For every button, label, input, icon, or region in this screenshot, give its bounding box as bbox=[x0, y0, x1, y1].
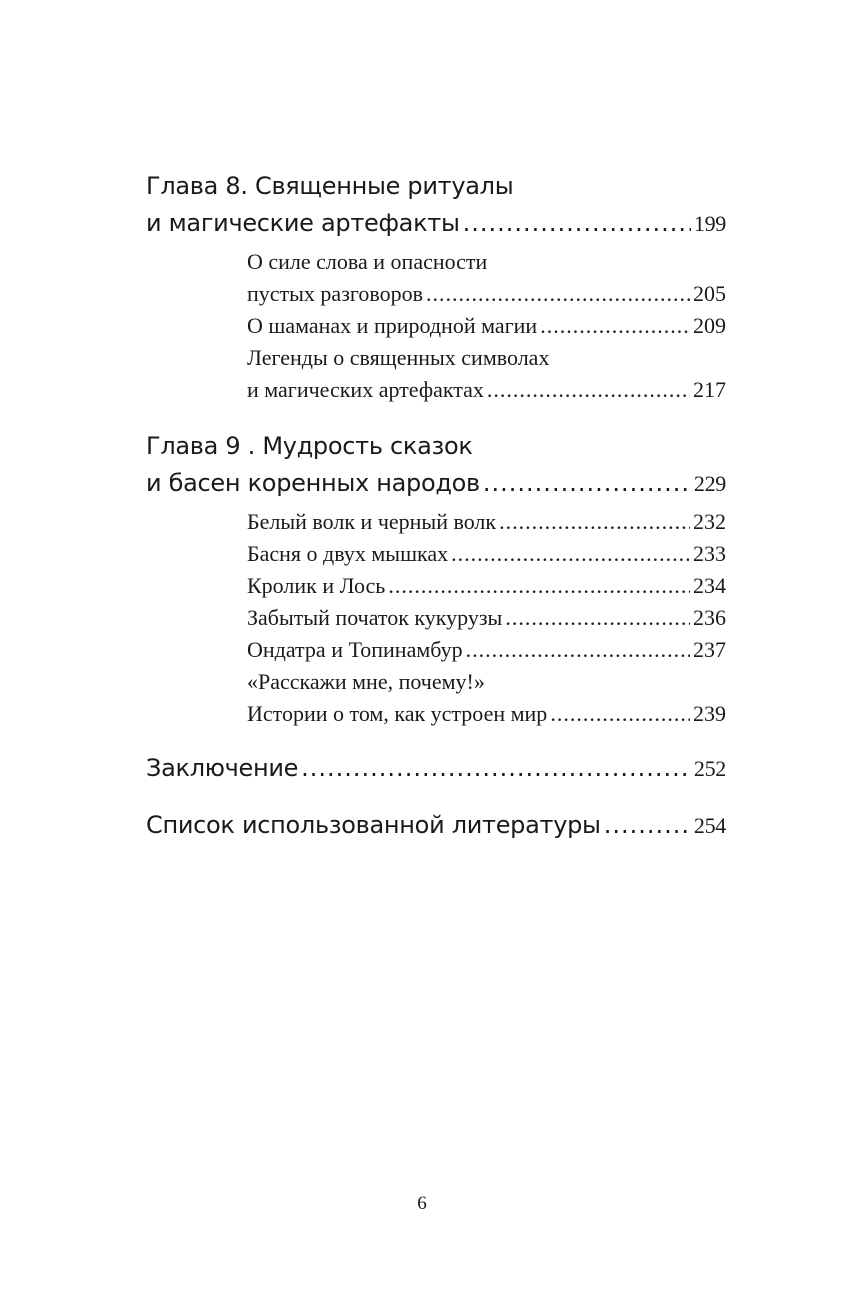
section-entry[interactable] bbox=[247, 602, 726, 634]
chapter-9-entry[interactable] bbox=[146, 465, 726, 502]
dot-leader bbox=[301, 750, 691, 787]
section-title: пустых разговоров bbox=[247, 281, 423, 306]
bibliography-page: 254 bbox=[693, 813, 726, 838]
section-title: Ондатра и Топинамбур bbox=[247, 637, 463, 662]
section-page: 217 bbox=[693, 377, 726, 402]
section-entry[interactable] bbox=[247, 634, 726, 666]
chapter-9 bbox=[146, 428, 726, 730]
section-title: Кролик и Лось bbox=[247, 573, 386, 598]
section-page: 209 bbox=[693, 313, 726, 338]
dot-leader bbox=[499, 506, 690, 538]
section-entry[interactable] bbox=[247, 538, 726, 570]
section-title-line1: Легенды о священных символах bbox=[247, 345, 550, 370]
chapter-8 bbox=[146, 168, 726, 406]
chapter-8-entry[interactable] bbox=[146, 205, 726, 242]
section-title: О шаманах и природной магии bbox=[247, 313, 538, 338]
dot-leader bbox=[388, 570, 690, 602]
section-title-line1: О силе слова и опасности bbox=[247, 249, 488, 274]
chapter-9-page: 229 bbox=[693, 471, 726, 496]
chapter-8-sections bbox=[247, 246, 726, 406]
dot-leader bbox=[466, 634, 690, 666]
section-title: Белый волк и черный волк bbox=[247, 509, 497, 534]
section-entry[interactable] bbox=[247, 374, 726, 406]
section-title-line1: «Расскажи мне, почему!» bbox=[247, 669, 485, 694]
dot-leader bbox=[463, 205, 691, 242]
chapter-9-title-line2: и басен коренных народов bbox=[146, 469, 480, 497]
section-entry[interactable] bbox=[247, 506, 726, 538]
chapter-9-sections bbox=[247, 506, 726, 730]
dot-leader bbox=[550, 698, 690, 730]
dot-leader bbox=[604, 807, 691, 844]
chapter-8-title-line2: и магические артефакты bbox=[146, 209, 460, 237]
section-page: 232 bbox=[693, 509, 726, 534]
dot-leader bbox=[505, 602, 690, 634]
section-entry[interactable] bbox=[247, 698, 726, 730]
section-page: 236 bbox=[693, 605, 726, 630]
dot-leader bbox=[487, 374, 690, 406]
section-title: Истории о том, как устроен мир bbox=[247, 701, 548, 726]
section-entry[interactable] bbox=[247, 570, 726, 602]
dot-leader bbox=[540, 310, 690, 342]
section-page: 205 bbox=[693, 281, 726, 306]
section-title: Басня о двух мышках bbox=[247, 541, 449, 566]
conclusion-title: Заключение bbox=[146, 754, 299, 782]
section-entry[interactable] bbox=[247, 310, 726, 342]
section-page: 239 bbox=[693, 701, 726, 726]
dot-leader bbox=[426, 278, 690, 310]
chapter-8-page: 199 bbox=[693, 211, 726, 236]
bibliography-entry[interactable] bbox=[146, 807, 726, 844]
table-of-contents bbox=[146, 168, 726, 844]
chapter-9-title-line1: Глава 9 . Мудрость сказок bbox=[146, 432, 473, 460]
section-page: 234 bbox=[693, 573, 726, 598]
dot-leader bbox=[483, 465, 691, 502]
section-page: 237 bbox=[693, 637, 726, 662]
section-entry[interactable] bbox=[247, 278, 726, 310]
page-number: 6 bbox=[417, 1193, 427, 1214]
section-title: и магических артефактах bbox=[247, 377, 484, 402]
section-title: Забытый початок кукурузы bbox=[247, 605, 503, 630]
bibliography-title: Список использованной литературы bbox=[146, 811, 601, 839]
dot-leader bbox=[451, 538, 690, 570]
chapter-8-title-line1: Глава 8. Священные ритуалы bbox=[146, 172, 514, 200]
section-page: 233 bbox=[693, 541, 726, 566]
conclusion-page: 252 bbox=[693, 756, 726, 781]
conclusion-entry[interactable] bbox=[146, 750, 726, 787]
